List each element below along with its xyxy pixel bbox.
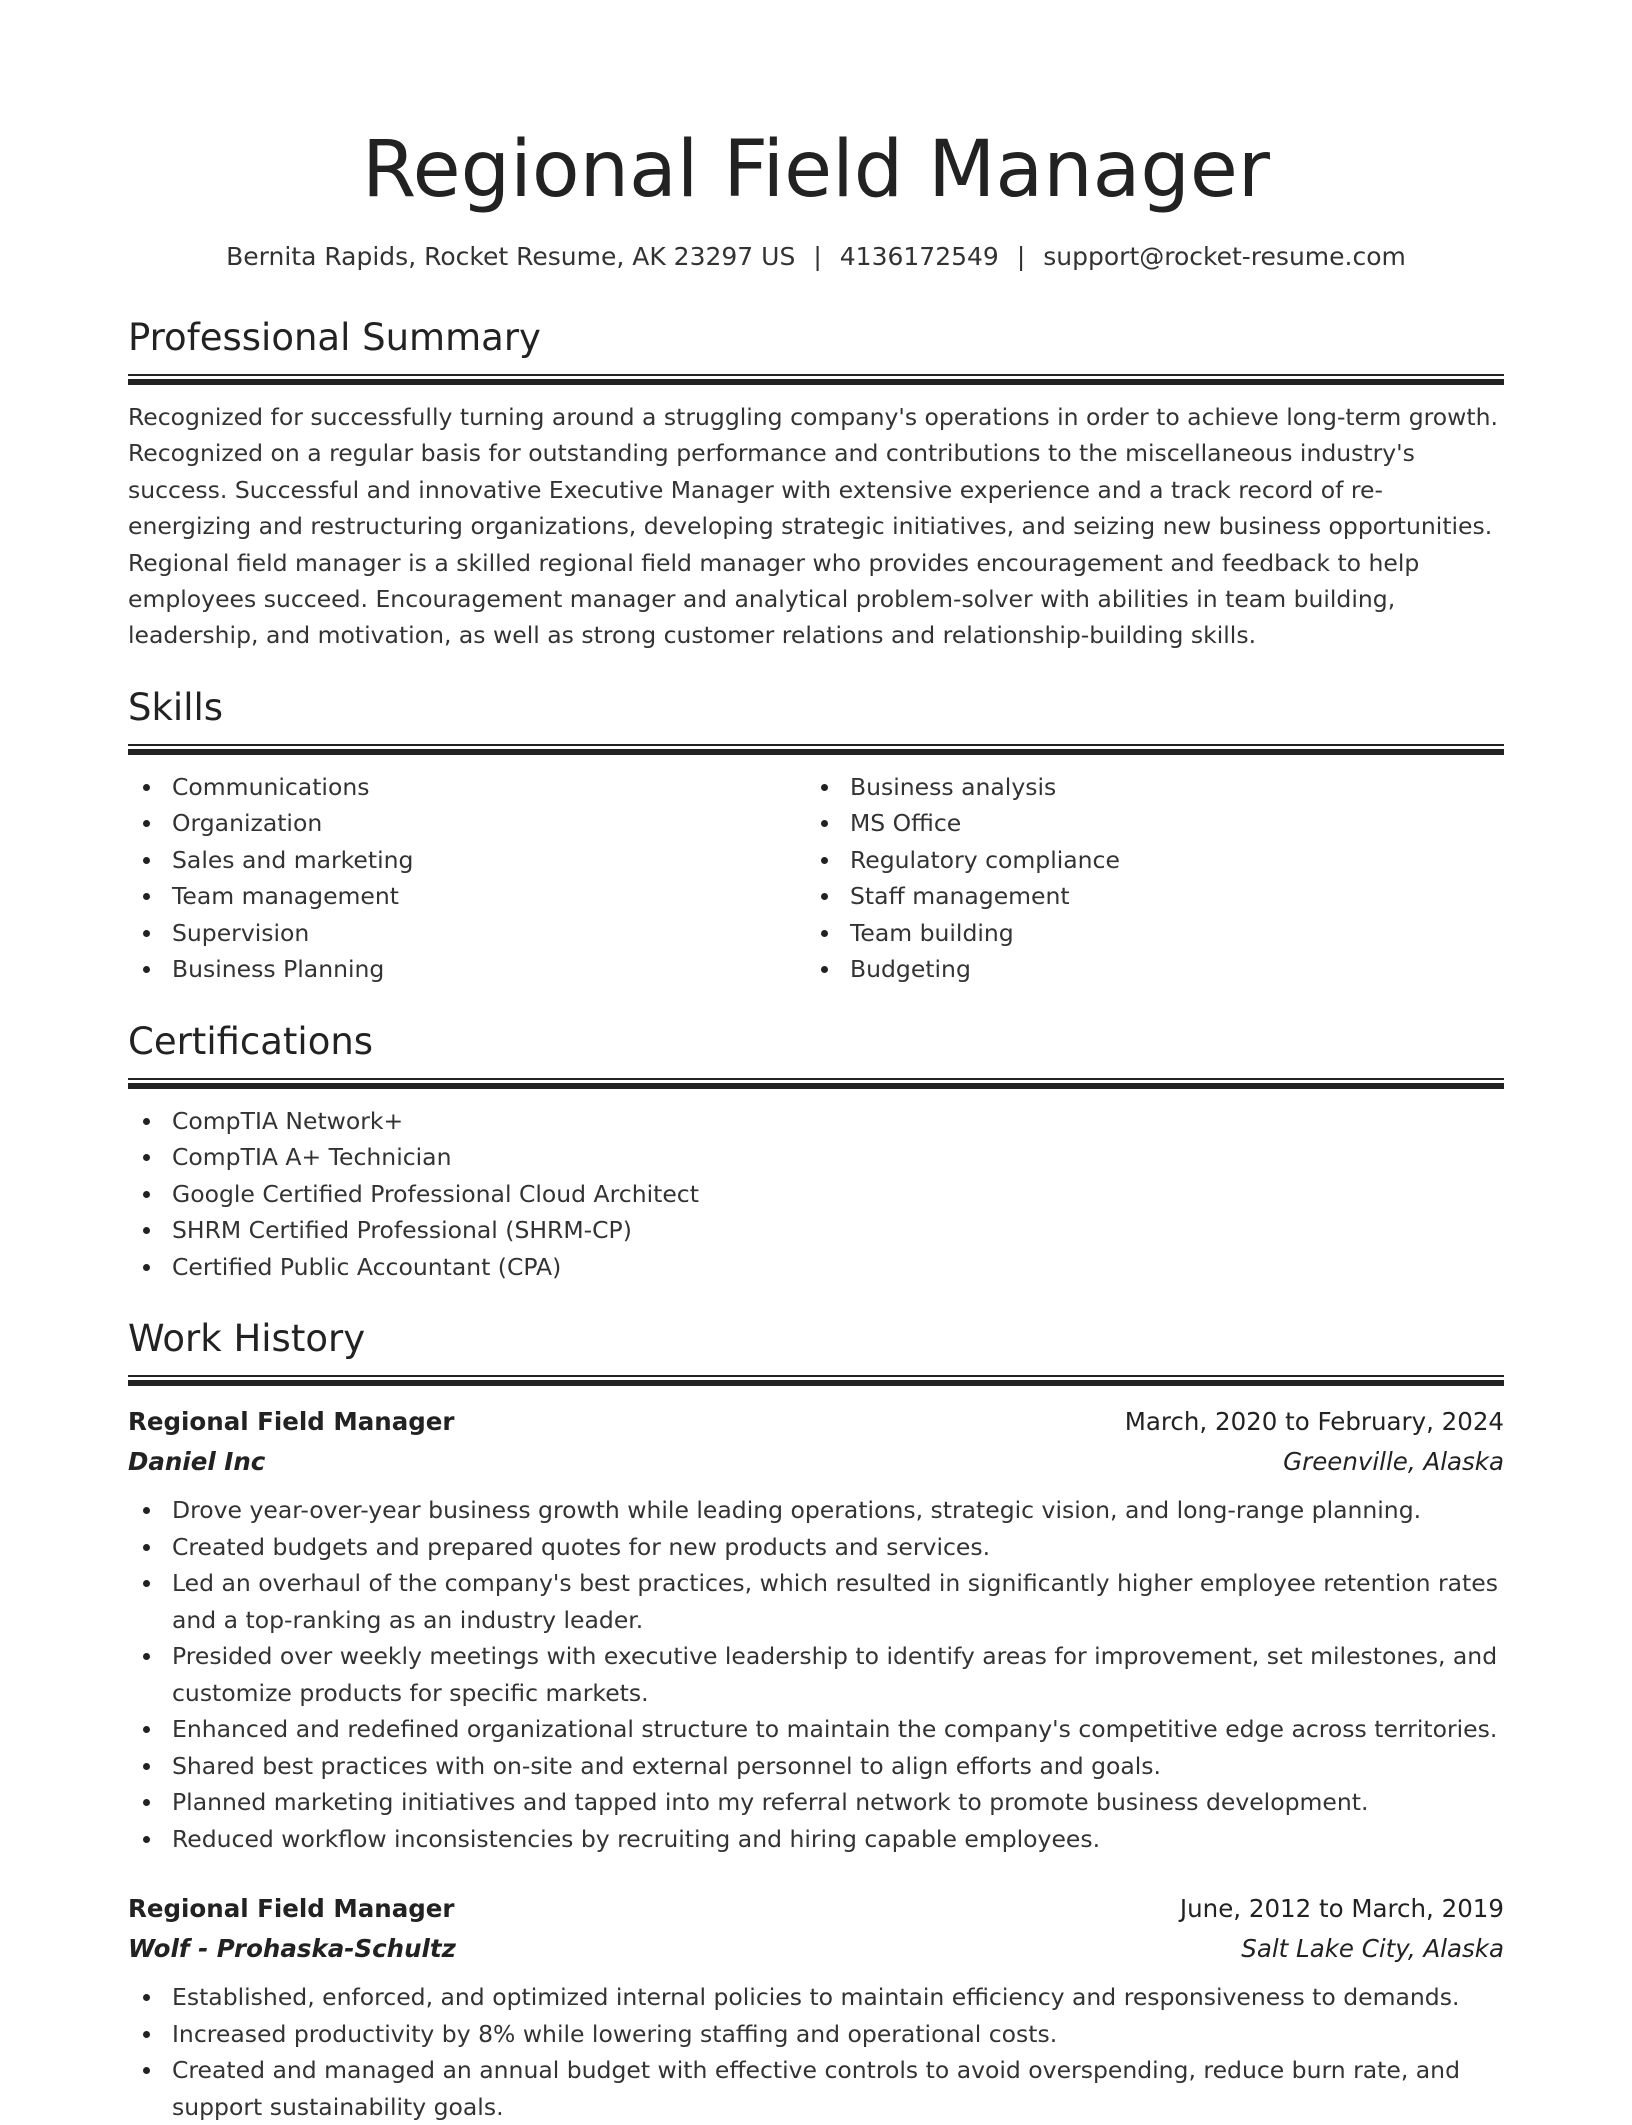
job-bullet: Shared best practices with on-site and external personnel to align efforts and goals.: [128, 1748, 1504, 1785]
job-title: Regional Field Manager: [128, 1894, 455, 1924]
skill-item: Regulatory compliance: [806, 842, 1484, 879]
job-company-row: [128, 1929, 1504, 1969]
job-title: Regional Field Manager: [128, 1407, 455, 1437]
job-bullet: Created and managed an annual budget with effective controls to avoid overspending, reduce burn rate, and support sustainability goals.: [128, 2052, 1504, 2125]
job-bullet: Reduced workflow inconsistencies by recruiting and hiring capable employees.: [128, 1821, 1504, 1858]
skill-item: Budgeting: [806, 951, 1484, 988]
skill-item: Communications: [128, 769, 806, 806]
certification-item: SHRM Certified Professional (SHRM-CP): [128, 1212, 1504, 1249]
contact-separator: |: [813, 242, 822, 271]
summary-title: Professional Summary: [128, 316, 541, 359]
job-dates: March, 2020 to February, 2024: [1124, 1407, 1504, 1437]
skill-item: Supervision: [128, 915, 806, 952]
summary-section: [128, 314, 1504, 654]
skills-columns: [128, 755, 1504, 988]
contact-email: support@rocket-resume.com: [1043, 242, 1406, 271]
skill-item: Team management: [128, 878, 806, 915]
contact-address: Bernita Rapids, Rocket Resume, AK 23297 US: [226, 242, 796, 271]
job-header-row: [128, 1889, 1504, 1929]
work-history-section: [128, 1315, 1504, 2125]
certifications-section: [128, 1018, 1504, 1286]
summary-text: Recognized for successfully turning around a struggling company's operations in order to achieve long-term growth. Recognized on a regular basis for outstanding performance and contributions to the miscellaneous industry's success. Successful and innovative Executive Manager with extensive experience and a track record of re-energizing and restructuring organizations, developing strategic initiatives, and seizing new business opportunities. Regional field manager is a skilled regional field manager who provides encouragement and feedback to help employees succeed. Encouragement manager and analytical problem-solver with abilities in team building, leadership, and motivation, as well as strong customer relations and relationship-building skills.: [128, 403, 1498, 650]
job-company-row: [128, 1442, 1504, 1482]
certification-item: Google Certified Professional Cloud Architect: [128, 1176, 1504, 1213]
section-rule: [128, 744, 1504, 755]
section-rule: [128, 1078, 1504, 1089]
section-rule: [128, 1375, 1504, 1386]
skill-item: Business analysis: [806, 769, 1484, 806]
job-entry: [128, 1889, 1504, 2125]
skill-item: Sales and marketing: [128, 842, 806, 879]
skills-right-list: [806, 769, 1484, 988]
job-bullet: Established, enforced, and optimized internal policies to maintain efficiency and responsiveness to demands.: [128, 1979, 1504, 2016]
job-entry: [128, 1402, 1504, 1857]
job-bullet: Planned marketing initiatives and tapped into my referral network to promote business development.: [128, 1784, 1504, 1821]
certification-item: CompTIA Network+: [128, 1103, 1504, 1140]
resume-name: Regional Field Manager: [361, 125, 1270, 215]
skills-left-list: [128, 769, 806, 988]
skills-title: Skills: [128, 685, 224, 729]
job-bullets: [128, 1492, 1504, 1857]
contact-phone: 4136172549: [839, 242, 999, 271]
contact-line: [128, 240, 1504, 274]
certifications-title: Certifications: [128, 1019, 374, 1063]
job-bullet: Increased productivity by 8% while lowering staffing and operational costs.: [128, 2016, 1504, 2053]
job-company: Wolf - Prohaska-Schultz: [128, 1934, 456, 1964]
section-rule: [128, 374, 1504, 385]
job-bullets: [128, 1979, 1504, 2125]
certification-item: Certified Public Accountant (CPA): [128, 1249, 1504, 1286]
skills-section: [128, 684, 1504, 988]
job-bullet: Created budgets and prepared quotes for new products and services.: [128, 1529, 1504, 1566]
job-company: Daniel Inc: [128, 1447, 266, 1477]
job-dates: June, 2012 to March, 2019: [1179, 1894, 1504, 1924]
job-header-row: [128, 1402, 1504, 1442]
job-bullet: Enhanced and redefined organizational structure to maintain the company's competitive edge across territories.: [128, 1711, 1504, 1748]
work-history-title: Work History: [128, 1317, 366, 1361]
job-bullet: Led an overhaul of the company's best practices, which resulted in significantly higher employee retention rates and a top-ranking as an industry leader.: [128, 1565, 1504, 1638]
contact-separator: |: [1016, 242, 1026, 271]
skill-item: Team building: [806, 915, 1484, 952]
job-bullet: Drove year-over-year business growth while leading operations, strategic vision, and long-range planning.: [128, 1492, 1504, 1529]
certification-item: CompTIA A+ Technician: [128, 1139, 1504, 1176]
skill-item: Staff management: [806, 878, 1484, 915]
skill-item: Organization: [128, 805, 806, 842]
job-location: Greenville, Alaska: [1283, 1447, 1504, 1477]
skill-item: MS Office: [806, 805, 1484, 842]
job-location: Salt Lake City, Alaska: [1241, 1934, 1504, 1964]
skill-item: Business Planning: [128, 951, 806, 988]
job-bullet: Presided over weekly meetings with executive leadership to identify areas for improvement, set milestones, and customize products for specific markets.: [128, 1638, 1504, 1711]
certifications-list: [128, 1103, 1504, 1286]
